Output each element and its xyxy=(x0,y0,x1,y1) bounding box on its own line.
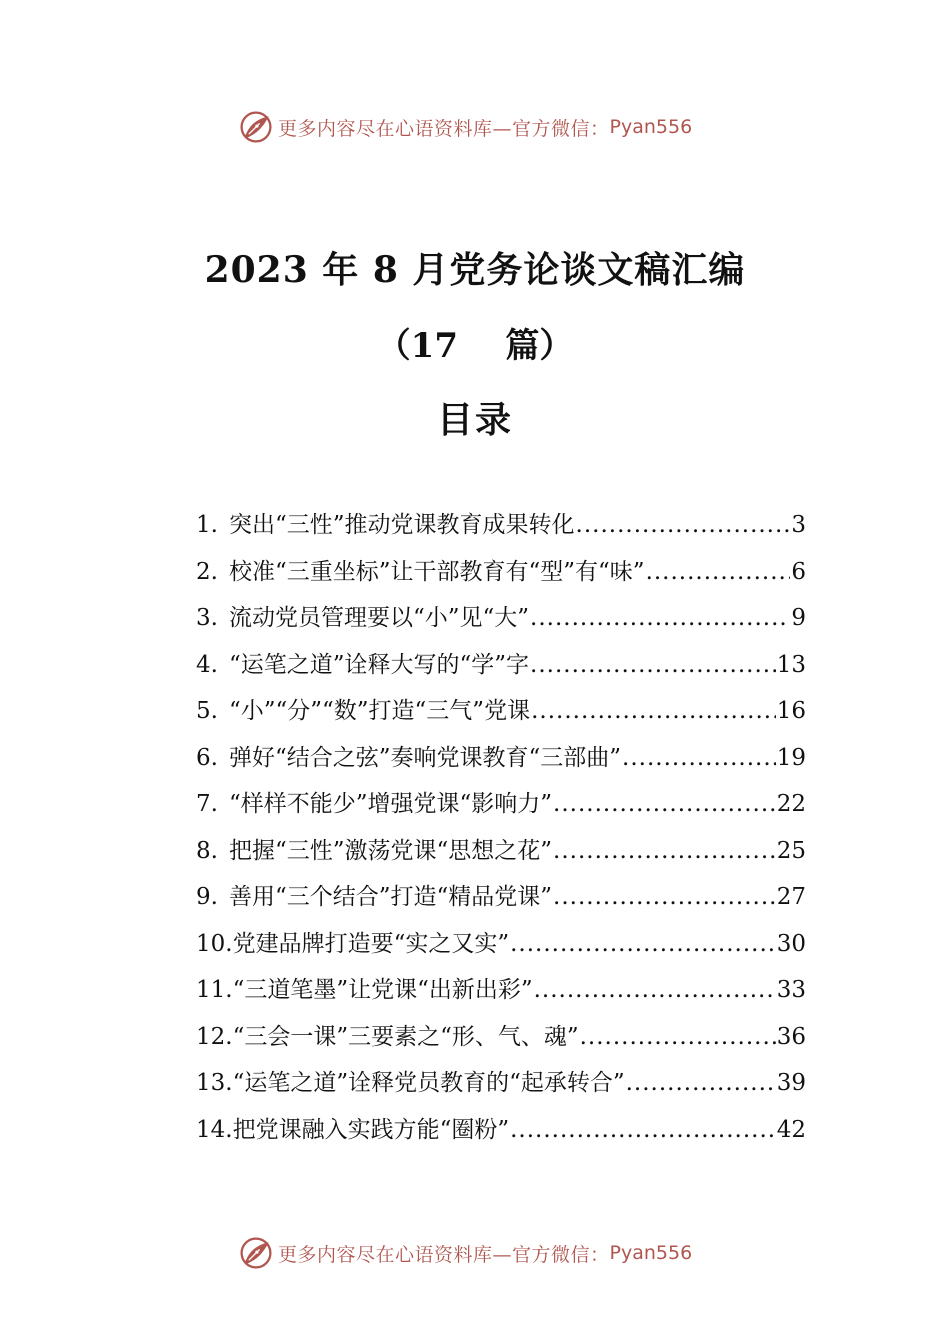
toc-leader-dots xyxy=(626,1060,776,1107)
toc-entry[interactable] xyxy=(196,549,806,596)
toc-heading: 目录 xyxy=(436,399,513,441)
toc-entry-title: “三道笔墨”让党课“出新出彩” xyxy=(232,977,533,1003)
toc-entry-page: 19 xyxy=(776,744,806,771)
toc-entry-title: 弹好“结合之弦”奏响党课教育“三部曲” xyxy=(229,744,622,771)
table-of-contents xyxy=(196,502,806,1153)
toc-entry[interactable] xyxy=(196,688,806,735)
toc-entry-page: 13 xyxy=(776,651,806,678)
toc-entry-title: 突出“三性”推动党课教育成果转化 xyxy=(229,512,575,538)
toc-entry-page: 3 xyxy=(791,512,806,538)
watermark-wechat-id: Pyan556 xyxy=(609,1242,693,1264)
toc-entry-number: 4. xyxy=(196,651,218,678)
toc-entry-title: 流动党员管理要以“小”见“大” xyxy=(229,605,530,631)
toc-leader-dots xyxy=(534,967,776,1014)
toc-entry[interactable] xyxy=(196,874,806,921)
toc-leader-dots xyxy=(553,781,776,828)
toc-entry-number: 9. xyxy=(196,884,218,910)
toc-entry-number: 5. xyxy=(196,698,218,724)
toc-leader-dots xyxy=(530,595,790,642)
toc-leader-dots xyxy=(553,828,776,875)
toc-entry-title: “运笔之道”诠释大写的“学”字 xyxy=(229,651,530,678)
watermark-text: 更多内容尽在心语资料库—官方微信： xyxy=(278,1243,610,1266)
toc-entry-page: 16 xyxy=(776,698,806,724)
toc-entry-page: 22 xyxy=(776,791,806,817)
toc-entry-title: “三会一课”三要素之“形、气、魂” xyxy=(232,1023,579,1050)
toc-entry[interactable] xyxy=(196,502,806,549)
toc-entry-title: 善用“三个结合”打造“精品党课” xyxy=(229,884,553,910)
toc-entry[interactable] xyxy=(196,967,806,1014)
toc-leader-dots xyxy=(530,642,776,689)
toc-entry-page: 6 xyxy=(791,558,806,585)
toc-entry-number: 13. xyxy=(196,1070,233,1096)
toc-entry-title: 把党课融入实践方能“圈粉” xyxy=(232,1116,510,1143)
toc-entry-number: 6. xyxy=(196,744,218,771)
toc-leader-dots xyxy=(510,1107,776,1154)
pen-nib-logo-icon xyxy=(238,109,274,145)
toc-entry-page: 9 xyxy=(791,605,806,631)
document-title: 2023 年 8 月党务论谈文稿汇编 xyxy=(204,249,746,291)
toc-leader-dots xyxy=(580,1014,776,1061)
pen-nib-logo-icon xyxy=(238,1235,274,1271)
toc-entry-page: 33 xyxy=(776,977,806,1003)
toc-entry-page: 30 xyxy=(776,930,806,957)
toc-entry-number: 12. xyxy=(196,1023,233,1050)
watermark-text: 更多内容尽在心语资料库—官方微信： xyxy=(278,117,610,140)
toc-entry-number: 10. xyxy=(196,930,233,957)
toc-entry-page: 36 xyxy=(776,1023,806,1050)
toc-entry-title: 校准“三重坐标”让干部教育有“型”有“味” xyxy=(229,558,645,585)
toc-entry-number: 7. xyxy=(196,791,218,817)
toc-entry[interactable] xyxy=(196,1060,806,1107)
toc-entry[interactable] xyxy=(196,828,806,875)
toc-entry-title: “小”“分”“数”打造“三气”党课 xyxy=(229,698,531,724)
toc-entry[interactable] xyxy=(196,1107,806,1154)
toc-entry[interactable] xyxy=(196,642,806,689)
watermark-header xyxy=(238,107,692,147)
document-subtitle: （17 篇） xyxy=(376,326,574,366)
toc-entry-title: 把握“三性”激荡党课“思想之花” xyxy=(229,837,553,864)
toc-leader-dots xyxy=(553,874,776,921)
toc-entry-title: “运笔之道”诠释党员教育的“起承转合” xyxy=(232,1070,625,1096)
toc-entry-number: 1. xyxy=(196,512,218,538)
watermark-wechat-id: Pyan556 xyxy=(609,116,693,138)
toc-entry[interactable] xyxy=(196,735,806,782)
toc-leader-dots xyxy=(531,688,776,735)
toc-entry-number: 11. xyxy=(196,977,233,1003)
toc-entry-number: 2. xyxy=(196,558,218,585)
toc-entry-page: 27 xyxy=(776,884,806,910)
toc-leader-dots xyxy=(576,502,791,549)
toc-entry[interactable] xyxy=(196,595,806,642)
toc-entry-page: 39 xyxy=(776,1070,806,1096)
toc-entry-page: 42 xyxy=(776,1116,806,1143)
toc-entry-title: “样样不能少”增强党课“影响力” xyxy=(229,791,553,817)
toc-leader-dots xyxy=(646,549,791,596)
toc-entry-number: 3. xyxy=(196,605,218,631)
toc-entry[interactable] xyxy=(196,921,806,968)
watermark-footer xyxy=(238,1233,692,1273)
toc-leader-dots xyxy=(510,921,776,968)
toc-entry[interactable] xyxy=(196,1014,806,1061)
toc-entry[interactable] xyxy=(196,781,806,828)
toc-entry-number: 14. xyxy=(196,1116,233,1143)
toc-entry-number: 8. xyxy=(196,837,218,864)
toc-leader-dots xyxy=(622,735,776,782)
toc-entry-page: 25 xyxy=(776,837,806,864)
toc-entry-title: 党建品牌打造要“实之又实” xyxy=(232,930,510,957)
